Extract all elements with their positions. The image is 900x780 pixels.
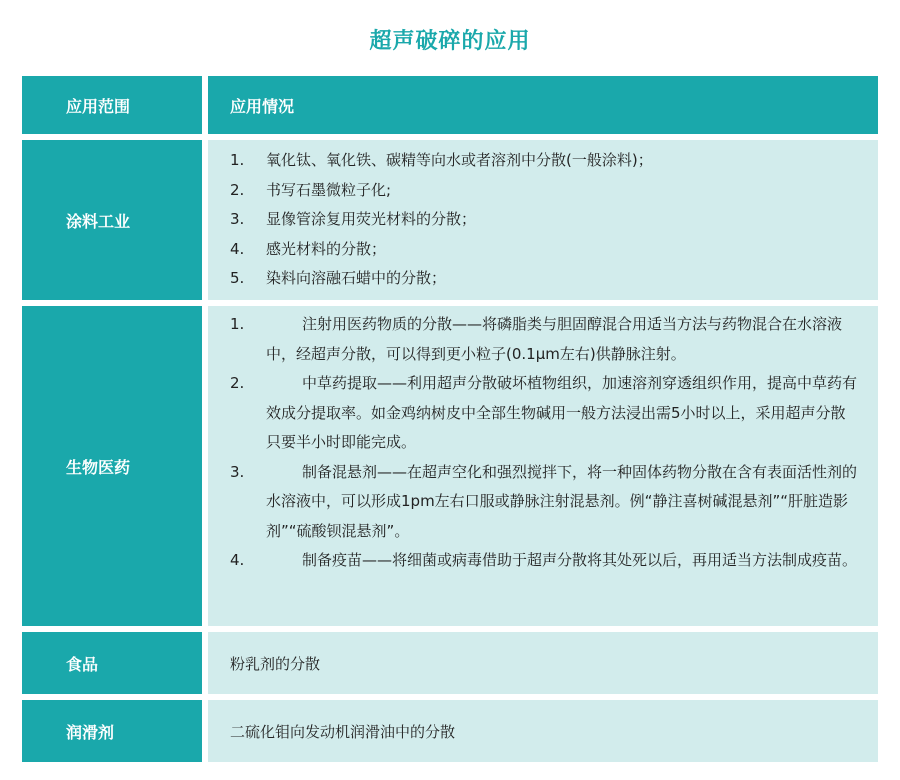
item-list [230, 146, 860, 294]
category-label: 润滑剂 [66, 722, 115, 742]
content-coatings [208, 140, 878, 300]
header-application-status [208, 76, 878, 134]
category-label: 生物医药 [66, 457, 131, 477]
content-food [208, 632, 878, 694]
category-biomedicine [22, 306, 202, 626]
list-item: 2. 书写石墨微粒子化; [230, 180, 392, 199]
list-item: 2. 中草药提取——利用超声分散破坏植物组织，加速溶剂穿透组织作用，提高中草药有效成分提取率。如金鸡纳树皮中全部生物碱用一般方法浸出需5小时以上，采用超声分散只要半小时即能完成。 [230, 374, 858, 451]
list-item: 1. 注射用医药物质的分散——将磷脂类与胆固醇混合用适当方法与药物混合在水溶液中，经超声分散，可以得到更小粒子(0.1μm左右)供静脉注射。 [230, 315, 843, 363]
header-col1-label: 应用范围 [66, 96, 131, 116]
list-item: 3. 显像管涂复用荧光材料的分散； [230, 210, 477, 229]
list-item: 5. 染料向溶融石蜡中的分散； [230, 269, 447, 288]
category-coatings [22, 140, 202, 300]
header-col2-label: 应用情况 [230, 96, 295, 116]
page-title: 超声破碎的应用 [369, 29, 531, 54]
category-food [22, 632, 202, 694]
category-lubricants [22, 700, 202, 762]
list-item: 4. 感光材料的分散； [230, 239, 387, 258]
category-label: 涂料工业 [66, 211, 131, 231]
content-lubricants [208, 700, 878, 762]
list-item: 3. 制备混悬剂——在超声空化和强烈搅拌下，将一种固体药物分散在含有表面活性剂的水溶液中，可以形成1pm左右口服或静脉注射混悬剂。例“静注喜树碱混悬剂”“肝脏造影剂”“硫酸钡混悬剂”。 [230, 462, 858, 540]
header-application-scope [22, 76, 202, 134]
category-label: 食品 [66, 654, 99, 674]
content-text: 粉乳剂的分散 [230, 654, 321, 673]
content-biomedicine [208, 306, 878, 626]
list-item: 1. 氧化钛、氧化铁、碳精等向水或者溶剂中分散(一般涂料)； [230, 151, 653, 169]
item-list [230, 310, 860, 576]
content-text: 二硫化钼向发动机润滑油中的分散 [230, 722, 456, 741]
list-item: 4. 制备疫苗——将细菌或病毒借助于超声分散将其处死以后，再用适当方法制成疫苗。 [230, 551, 858, 569]
